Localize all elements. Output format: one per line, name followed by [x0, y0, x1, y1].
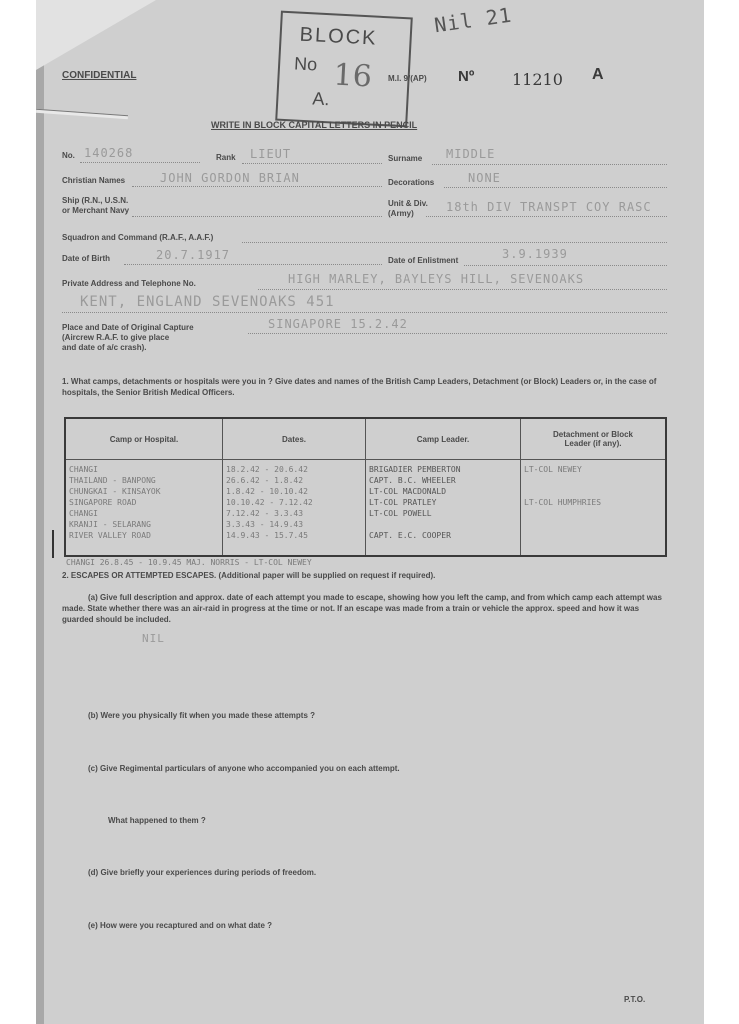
surname-value: MIDDLE [446, 147, 496, 161]
decorations-label: Decorations [388, 178, 435, 187]
question-c: (c) Give Regimental particulars of anyone who accompanied you on each attempt. [88, 764, 400, 773]
stamp-letter: A. [311, 88, 330, 110]
camps-table [64, 417, 667, 557]
ship-label: Ship (R.N., U.S.N. or Merchant Navy [62, 196, 130, 215]
question-a: (a) Give full description and approx. date of each attempt you made to escape, showing how you left the camp, and from which camp each attempt was made. State whether there was an air-raid in progress at the time or not. If an escape was made from a train or vehicle the approx. speed and how it was guarded should be included. [62, 593, 662, 624]
address-label: Private Address and Telephone No. [62, 279, 196, 288]
page-edge [36, 0, 44, 1024]
squadron-label: Squadron and Command (R.A.F., A.A.F.) [62, 233, 214, 242]
number-label: Nº [458, 68, 475, 85]
unit-value: 18th DIV TRANSPT COY RASC [446, 200, 652, 214]
answer-a: NIL [142, 632, 165, 645]
christian-names-value: JOHN GORDON BRIAN [160, 171, 300, 185]
question-d: (d) Give briefly your experiences during periods of freedom. [88, 868, 317, 877]
col-leader-header: Camp Leader. [366, 418, 521, 460]
instruction-heading: WRITE IN BLOCK CAPITAL LETTERS IN PENCIL [211, 120, 418, 130]
no-label: No. [62, 151, 75, 160]
leaders-cell: BRIGADIER PEMBERTON CAPT. B.C. WHEELER LT-COL MACDONALD LT-COL PRATLEY LT-COL POWELL CAPT. E.C. COOPER [366, 460, 521, 557]
confidential-label: CONFIDENTIAL [62, 70, 137, 81]
stamp-word: BLOCK [299, 23, 379, 50]
address-line-2: KENT, ENGLAND SEVENOAKS 451 [80, 294, 335, 310]
serial-number: 11210 [512, 70, 563, 89]
table-overflow-entry: CHANGI 26.8.45 - 10.9.45 MAJ. NORRIS - LT-COL NEWEY [66, 558, 312, 567]
rank-value: LIEUT [250, 147, 292, 161]
dob-value: 20.7.1917 [156, 248, 231, 262]
form-reference: M.I. 9/(AP) [388, 74, 427, 83]
folded-corner [36, 0, 156, 70]
margin-mark [52, 530, 54, 558]
col-camp-header: Camp or Hospital. [65, 418, 223, 460]
block-stamp [275, 11, 413, 128]
enlistment-label: Date of Enlistment [388, 256, 459, 265]
dob-label: Date of Birth [62, 254, 110, 263]
tag-string [36, 109, 128, 119]
decorations-value: NONE [468, 171, 501, 185]
section-2-heading: 2. ESCAPES OR ATTEMPTED ESCAPES. (Additional paper will be supplied on request if required). [62, 571, 436, 580]
capture-value: SINGAPORE 15.2.42 [268, 317, 408, 331]
capture-label: Place and Date of Original Capture (Aircrew R.A.F. to give place and date of a/c crash). [62, 323, 194, 352]
unit-label: Unit & Div. (Army) [388, 199, 428, 218]
question-c-followup: What happened to them ? [108, 816, 206, 825]
form-page [36, 0, 704, 1024]
stamp-no: No [293, 53, 318, 75]
question-b: (b) Were you physically fit when you made these attempts ? [88, 711, 316, 720]
section-1-question: 1. What camps, detachments or hospitals were you in ? Give dates and names of the British Camp Leaders, Detachment (or Block) Leaders or, in the case of hospitals, the Senior British Medical Officers. [62, 377, 657, 397]
top-annotation: Nil 21 [432, 2, 514, 38]
service-number: 140268 [84, 146, 134, 160]
address-line-1: HIGH MARLEY, BAYLEYS HILL, SEVENOAKS [288, 272, 585, 286]
stamp-number: 16 [332, 57, 373, 95]
enlistment-value: 3.9.1939 [502, 247, 568, 261]
col-dates-header: Dates. [223, 418, 366, 460]
block-leaders-cell: LT-COL NEWEY LT-COL HUMPHRIES [521, 460, 667, 557]
series-letter: A [592, 66, 604, 83]
camps-cell: CHANGI THAILAND - BANPONG CHUNGKAI - KINSAYOK SINGAPORE ROAD CHANGI KRANJI - SELARANG RIVER VALLEY ROAD [65, 460, 223, 557]
question-e: (e) How were you recaptured and on what date ? [88, 921, 273, 930]
pto-label: P.T.O. [624, 995, 646, 1004]
table-header-row [65, 418, 666, 460]
table-row [65, 460, 666, 557]
christian-names-label: Christian Names [62, 176, 126, 185]
rank-label: Rank [216, 153, 236, 162]
surname-label: Surname [388, 154, 423, 163]
dates-cell: 18.2.42 - 20.6.42 26.6.42 - 1.8.42 1.8.42 - 10.10.42 10.10.42 - 7.12.42 7.12.42 - 3.3.43 3.3.43 - 14.9.43 14.9.43 - 15.7.45 [223, 460, 366, 557]
col-block-leader-header: Detachment or Block Leader (if any). [521, 418, 667, 460]
